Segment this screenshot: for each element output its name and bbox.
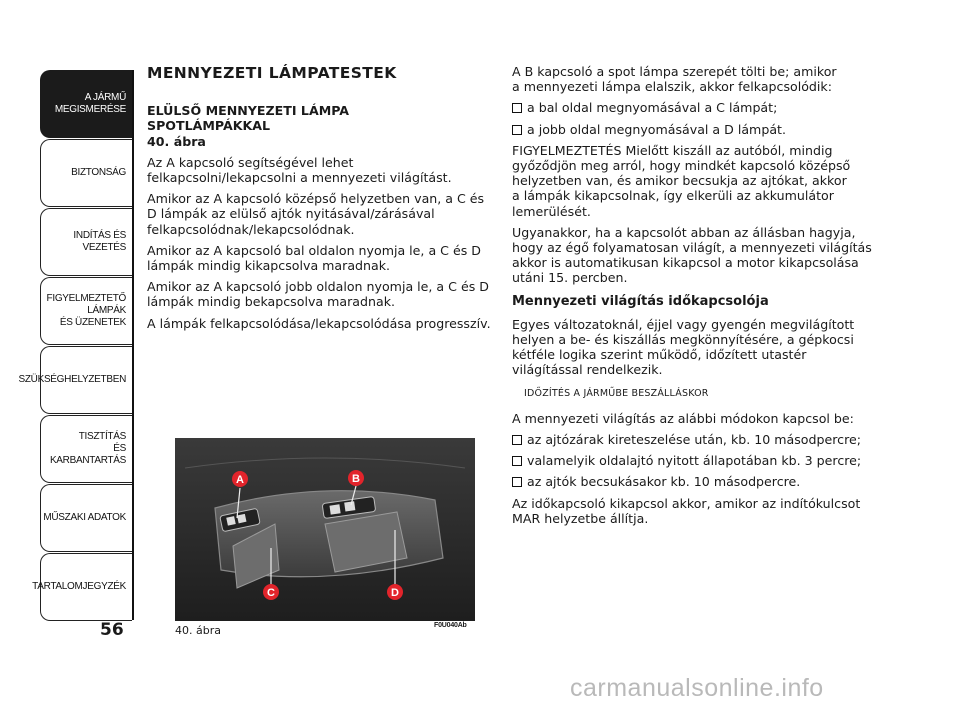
- page-number: 56: [100, 620, 124, 640]
- callout-d: [387, 584, 403, 600]
- paragraph: Egyes változatoknál, éjjel vagy gyengén megvilágított helyen a be- és kiszállás megkönnyítésére, a gépkocsi kétféle logika szerint működő, időzített utastér világítással rendelkezik.: [512, 316, 855, 378]
- ceiling-lamp-illustration: [175, 438, 475, 621]
- tab-technical-data[interactable]: MŰSZAKI ADATOK: [40, 484, 132, 552]
- callout-b: [348, 470, 364, 486]
- list-item: [512, 474, 882, 489]
- warning-paragraph: FIGYELMEZTETÉS Mielőtt kiszáll az autóból, mindig győződjön meg arról, hogy mindkét kapcsoló középső helyzetben van, és amikor becsukja az ajtókat, akkor a lámpák kikapcsolnak, így elkerüli az akkumulátor lemerülését.: [512, 142, 851, 219]
- tab-maintenance[interactable]: TISZTÍTÁS ÉS KARBANTARTÁS: [40, 415, 132, 483]
- list-item: [512, 453, 882, 468]
- section-subtitle: ELÜLSŐ MENNYEZETI LÁMPA SPOTLÁMPÁKKAL 40. ábra: [147, 103, 350, 149]
- callout-c: [263, 584, 279, 600]
- paragraph: Az időkapcsoló kikapcsol akkor, amikor az indítókulcsot MAR helyzetbe állítja.: [512, 495, 861, 526]
- checkbox-bullet-icon: [512, 103, 522, 113]
- left-column: [147, 64, 507, 337]
- watermark: carmanualsonline.info: [570, 674, 824, 702]
- checkbox-bullet-icon: [512, 435, 522, 445]
- tab-safety[interactable]: BIZTONSÁG: [40, 139, 132, 207]
- section-heading: Mennyezeti világítás időkapcsolója: [512, 293, 769, 309]
- tab-warning-lights[interactable]: FIGYELMEZTETŐ LÁMPÁK ÉS ÜZENETEK: [40, 277, 132, 345]
- paragraph: Az A kapcsoló segítségével lehet felkapcsolni/lekapcsolni a mennyezeti világítást.: [147, 154, 452, 186]
- tab-starting-driving[interactable]: INDÍTÁS ÉS VEZETÉS: [40, 208, 132, 276]
- paragraph: Amikor az A kapcsoló bal oldalon nyomja le, a C és D lámpák mindig kikapcsolva maradnak.: [147, 242, 481, 274]
- paragraph: A B kapcsoló a spot lámpa szerepét tölti be; amikor a mennyezeti lámpa elalszik, akkor felkapcsolódik:: [512, 64, 837, 95]
- chapter-tabs: [18, 70, 134, 620]
- list-item: [512, 122, 882, 137]
- callout-a: [232, 471, 248, 487]
- callout-label-b: B: [352, 473, 360, 485]
- list-item: [512, 100, 882, 115]
- right-column: [512, 64, 882, 532]
- callout-label-c: C: [267, 587, 275, 599]
- small-heading: IDŐZÍTÉS A JÁRMŰBE BESZÁLLÁSKOR: [524, 387, 709, 399]
- figure-caption: 40. ábra: [175, 624, 221, 637]
- checkbox-bullet-icon: [512, 456, 522, 466]
- checkbox-bullet-icon: [512, 125, 522, 135]
- paragraph: A mennyezeti világítás az alábbi módokon kapcsol be:: [512, 410, 854, 426]
- callout-label-a: A: [236, 474, 244, 486]
- list-item: [512, 432, 882, 447]
- list-item-text: valamelyik oldalajtó nyitott állapotában kb. 3 percre;: [527, 453, 862, 469]
- page-title: MENNYEZETI LÁMPATESTEK: [147, 64, 397, 82]
- tab-index[interactable]: TARTALOMJEGYZÉK: [40, 553, 132, 621]
- paragraph: A lámpák felkapcsolódása/lekapcsolódása progresszív.: [147, 315, 491, 331]
- list-item-text: a jobb oldal megnyomásával a D lámpát.: [527, 121, 786, 137]
- ceiling-lamp-drawing: [175, 438, 475, 621]
- figure-code: F0U040Ab: [434, 622, 467, 629]
- callout-label-d: D: [391, 587, 399, 599]
- paragraph: Amikor az A kapcsoló jobb oldalon nyomja le, a C és D lámpák mindig bekapcsolva maradnak.: [147, 279, 489, 310]
- tab-vehicle-overview[interactable]: A JÁRMŰ MEGISMERÉSE: [40, 70, 132, 138]
- checkbox-bullet-icon: [512, 477, 522, 487]
- paragraph: Amikor az A kapcsoló középső helyzetben van, a C és D lámpák az elülső ajtók nyitásával/zárásával felkapcsolódnak/lekapcsolódnak.: [147, 191, 485, 237]
- paragraph: Ugyanakkor, ha a kapcsolót abban az állásban hagyja, hogy az égő folyamatosan világít, a mennyezeti világítás akkor is automatikusan kikapcsol a motor kikapcsolása utáni 15. percben.: [512, 224, 872, 286]
- list-item-text: az ajtók becsukásakor kb. 10 másodpercre.: [527, 474, 801, 490]
- list-item-text: az ajtózárak kireteszelése után, kb. 10 másodpercre;: [527, 432, 861, 448]
- list-item-text: a bal oldal megnyomásával a C lámpát;: [527, 100, 778, 116]
- tab-emergency[interactable]: SZÜKSÉGHELYZETBEN: [40, 346, 132, 414]
